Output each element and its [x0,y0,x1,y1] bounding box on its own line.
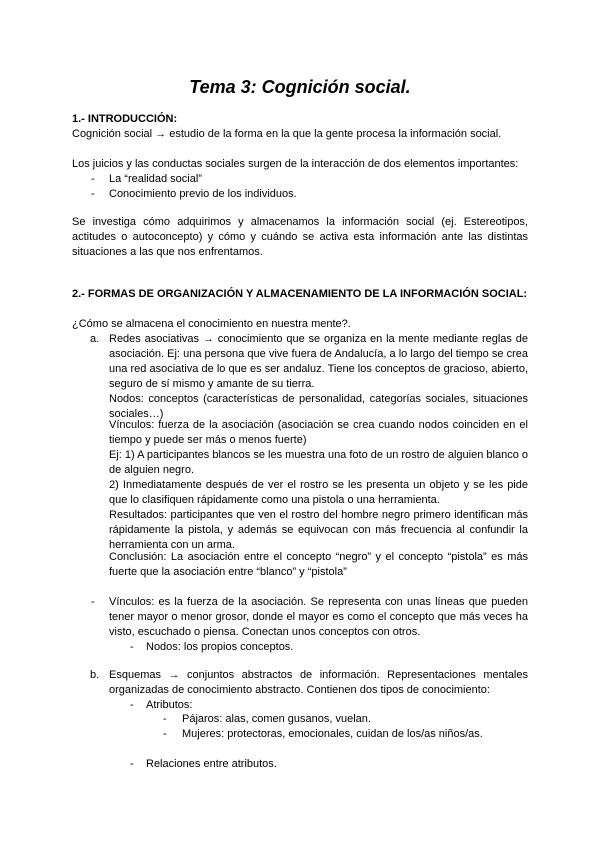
section1-intro: Los juicios y las conductas sociales surgen de la interacción de dos elementos importantes: [72,158,519,170]
item-a-para1: Redes asociativas → conocimiento que se organiza en la mente mediante reglas de asociación. Ej: una persona que vive fuera de Andalucía, a lo largo del tiempo se crea una red asociativa de lo que es ser andaluz. Tiene los conceptos de gracioso, abierto, seguro de sí mismo y amante de su tierra. [109,333,528,390]
nodos-bullet: Nodos: los propios conceptos. [146,641,294,653]
item-a-nodos: Nodos: conceptos (características de personalidad, categorías sociales, situaciones sociales…) [109,393,528,420]
dash-bullet: - [163,728,167,740]
item-b-sub-2: Mujeres: protectoras, emocionales, cuidan de los/as niños/as. [182,728,483,740]
item-b-text: Esquemas → conjuntos abstractos de información. Representaciones mentales organizadas de conocimiento abstracto. Contienen dos tipos de conocimiento: [109,669,528,696]
dash-bullet: - [130,758,134,770]
dash-bullet: - [91,596,95,608]
item-a-conclusion: Conclusión: La asociación entre el concepto “negro” y el concepto “pistola” es más fuerte que la asociación entre “blanco” y “pistola” [109,551,528,578]
section2-heading: 2.- FORMAS DE ORGANIZACIÓN Y ALMACENAMIENTO DE LA INFORMACIÓN SOCIAL: [72,288,528,300]
section1-definition: Cognición social → estudio de la forma en la que la gente procesa la información social. [72,128,502,140]
page-title: Tema 3: Cognición social. [189,77,411,97]
dash-bullet: - [163,713,167,725]
section1-paragraph: Se investiga cómo adquirimos y almacenamos la información social (ej. Estereotipos, actitudes o autoconcepto) y cómo y cuándo se activa esta información ante las distintas situaciones a las que nos enfrentamos. [72,216,528,258]
dash-bullet: - [91,188,95,200]
item-a-marker: a. [90,333,100,345]
section1-bullet-2: Conocimiento previo de los individuos. [109,188,297,200]
item-a-ej1: Ej: 1) A participantes blancos se les muestra una foto de un rostro de alguien blanco o de alguien negro. [109,449,528,476]
item-b-sub-1: Pájaros: alas, comen gusanos, vuelan. [182,713,371,725]
item-a-resultados: Resultados: participantes que ven el rostro del hombre negro primero identifican más rápidamente la pistola, y además se equivocan con más frecuencia al confundir la herramienta con un arma. [109,509,528,551]
dash-bullet: - [130,641,134,653]
item-b-atributos: Atributos: [146,699,193,711]
item-a-vinculos: Vínculos: fuerza de la asociación (asociación se crea cuando nodos coinciden en el tiempo y puede ser más o menos fuerte) [109,419,528,446]
vinculos-bullet: Vínculos: es la fuerza de la asociación. Se representa con unas líneas que pueden tener mayor o menor grosor, donde el mayor es como el concepto que más veces ha visto, escuchado o piensa. Conectan unos conceptos con otros. [109,596,528,638]
item-b-marker: b. [90,669,100,681]
section1-heading: 1.- INTRODUCCIÓN: [72,113,178,125]
section1-bullet-1: La “realidad social” [109,173,202,185]
item-b-relaciones: Relaciones entre atributos. [146,758,277,770]
item-a-ej2: 2) Inmediatamente después de ver el rostro se les presenta un objeto y se les pide que lo clasifiquen rápidamente como una pistola o una herramienta. [109,479,528,506]
dash-bullet: - [91,173,95,185]
section2-question: ¿Cómo se almacena el conocimiento en nuestra mente?. [72,318,351,330]
dash-bullet: - [130,699,134,711]
